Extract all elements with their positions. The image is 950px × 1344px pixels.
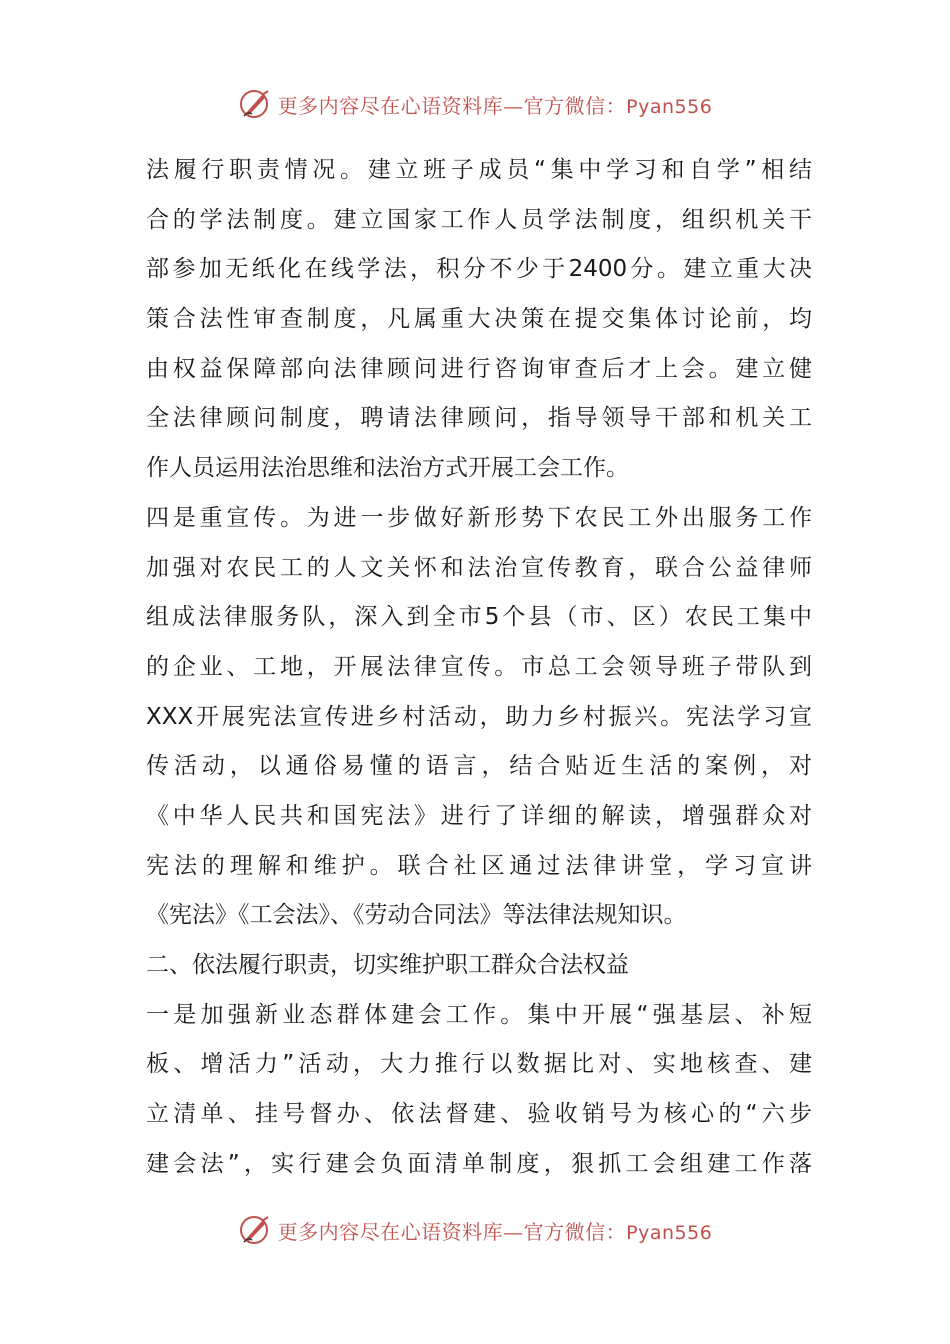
body-line: 合的学法制度。建立国家工作人员学法制度，组织机关干 [146, 206, 812, 233]
header-banner-brand: Pyan556 [626, 95, 713, 118]
header-banner-label: 更多内容尽在心语资料库—官方微信： [277, 93, 627, 118]
body-line: 部参加无纸化在线学法，积分不少于2400分。建立重大决 [146, 256, 812, 283]
body-line: 宪法的理解和维护。联合社区通过法律讲堂，学习宣讲 [146, 852, 812, 879]
body-line: 法履行职责情况。建立班子成员“集中学习和自学”相结 [146, 157, 812, 183]
body-line: 策合法性审查制度，凡属重大决策在提交集体讨论前，均 [146, 306, 812, 333]
body-line: 《中华人民共和国宪法》进行了详细的解读，增强群众对 [146, 802, 812, 829]
body-line: 一是加强新业态群体建会工作。集中开展“强基层、补短 [146, 1001, 812, 1028]
body-line: 作人员运用法治思维和法治方式开展工会工作。 [146, 455, 629, 482]
header-banner-text [278, 90, 713, 119]
header-banner [0, 84, 950, 124]
body-line: 由权益保障部向法律顾问进行咨询审查后才上会。建立健 [146, 355, 812, 382]
body-line: 四是重宣传。为进一步做好新形势下农民工外出服务工作 [146, 504, 812, 531]
footer-banner-text [278, 1216, 713, 1245]
body-line: 的企业、工地，开展法律宣传。市总工会领导班子带队到 [146, 653, 812, 680]
body-line: 《宪法》《工会法》、《劳动合同法》等法律法规知识。 [146, 902, 687, 929]
quill-logo-icon [238, 1213, 272, 1247]
body-line: 传活动，以通俗易懂的语言，结合贴近生活的案例，对 [146, 753, 812, 780]
footer-banner-label: 更多内容尽在心语资料库—官方微信： [277, 1219, 627, 1244]
body-line: 组成法律服务队，深入到全市5个县（市、区）农民工集中 [146, 604, 812, 631]
body-line: 全法律顾问制度，聘请法律顾问，指导领导干部和机关工 [146, 405, 812, 432]
footer-banner [0, 1210, 950, 1250]
footer-banner-brand: Pyan556 [626, 1221, 713, 1244]
section-heading: 二、依法履行职责，切实维护职工群众合法权益 [146, 952, 629, 978]
document-body [146, 146, 812, 1189]
body-line: 板、增活力”活动，大力推行以数据比对、实地核查、建 [146, 1051, 812, 1078]
body-line: 加强对农民工的人文关怀和法治宣传教育，联合公益律师 [146, 554, 812, 581]
body-line: 建会法”，实行建会负面清单制度，狠抓工会组建工作落 [146, 1150, 812, 1177]
body-line: XXX开展宪法宣传进乡村活动，助力乡村振兴。宪法学习宣 [146, 703, 812, 730]
quill-logo-icon [238, 87, 272, 121]
body-line: 立清单、挂号督办、依法督建、验收销号为核心的“六步 [146, 1101, 812, 1128]
